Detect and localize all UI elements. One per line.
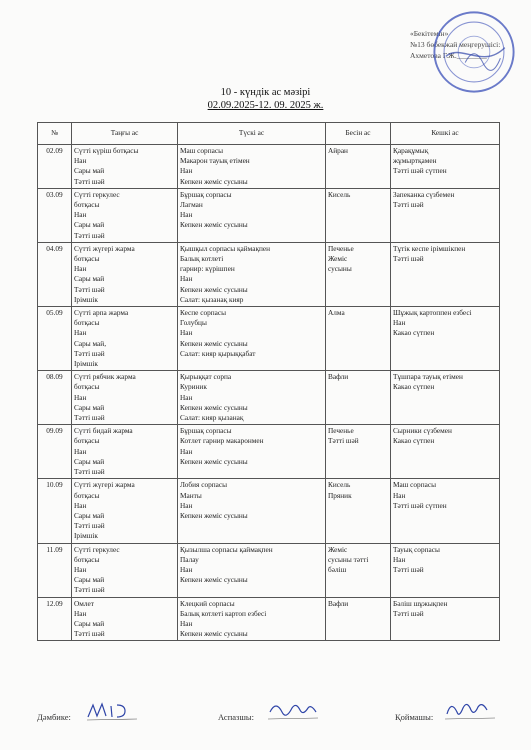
dinner-item: Нан	[393, 318, 406, 328]
dinner-item: Тәтті шәй	[393, 200, 424, 210]
cell-breakfast	[72, 543, 178, 597]
dinner-item: Тәтті шәй	[393, 254, 424, 264]
table-row	[38, 479, 500, 543]
breakfast-item: Ірімшік	[74, 531, 98, 541]
cell-breakfast	[72, 597, 178, 641]
lunch-item: Макарон тауық етімен	[180, 156, 250, 166]
cell-snack	[326, 597, 391, 641]
snack-item: Кисель	[328, 189, 351, 199]
snack-item: Жеміс	[328, 544, 348, 554]
snack-item: Айран	[328, 146, 348, 155]
lunch-item: Маш сорпасы	[180, 146, 223, 155]
lunch-item: Салат: кияр қырыққабат	[180, 348, 256, 358]
breakfast-item: Нан	[74, 264, 87, 274]
table-row	[38, 425, 500, 479]
approval-line: №13 бөбекжай меңгерушісі:	[410, 40, 501, 49]
lunch-item: Нан	[180, 210, 193, 220]
breakfast-item: Тәтті шәй	[74, 230, 105, 240]
lunch-item: Қышқыл сорпасы қаймақпен	[180, 243, 271, 253]
breakfast-item: Тәтті шәй	[74, 176, 105, 186]
row-date: 03.09	[38, 188, 72, 242]
cell-snack	[326, 479, 391, 543]
cell-snack	[326, 425, 391, 479]
breakfast-item: Ірімшік	[74, 294, 98, 304]
breakfast-item: Сары май	[74, 618, 105, 628]
breakfast-item: Нан	[74, 500, 87, 510]
table-header-row	[38, 123, 500, 145]
breakfast-item: Тәтті шәй	[74, 521, 105, 531]
lunch-item: Нан	[180, 564, 193, 574]
breakfast-item: Тәтті шәй	[74, 585, 105, 595]
breakfast-item: Сары май	[74, 166, 105, 176]
breakfast-item: Сүтті геркулес	[74, 544, 120, 554]
snack-item: сусыны	[328, 264, 352, 274]
header-snack: Бесін ас	[326, 123, 391, 145]
snack-item: Тәтті шәй	[328, 436, 359, 446]
lunch-item: Нан	[180, 446, 193, 456]
cell-snack	[326, 145, 391, 189]
lunch-item: Бұршақ сорпасы	[180, 189, 232, 199]
row-date: 02.09	[38, 145, 72, 189]
cell-dinner	[391, 145, 500, 189]
lunch-item: Нан	[180, 500, 193, 510]
breakfast-item: Сары май	[74, 274, 105, 284]
lunch-item: Нан	[180, 166, 193, 176]
snack-item: Вафли	[328, 372, 349, 382]
breakfast-item: Сары май,	[74, 338, 107, 348]
header-dinner: Кешкі ас	[391, 123, 500, 145]
dinner-item: Какао сүтпен	[393, 382, 435, 392]
page-title: 10 - күндік ас мәзірі	[220, 87, 311, 98]
cell-snack	[326, 188, 391, 242]
breakfast-item: ботқасы	[74, 200, 100, 210]
dinner-item: Запеканка сүзбемен	[393, 189, 455, 199]
snack-item: Жеміс	[328, 254, 348, 264]
snack-item: Кисель	[328, 480, 351, 490]
dinner-item: Тауық сорпасы	[393, 544, 440, 554]
dinner-item: Сырники сүзбемен	[393, 426, 452, 436]
lunch-item: Қырыққат сорпа	[180, 372, 232, 382]
cell-lunch	[178, 145, 326, 189]
dinner-item: Нан	[393, 490, 406, 500]
cell-breakfast	[72, 425, 178, 479]
breakfast-item: Сары май	[74, 575, 105, 585]
cell-lunch	[178, 597, 326, 641]
approval-line: «Бекітемін»	[410, 29, 449, 38]
lunch-item: Нан	[180, 618, 193, 628]
dinner-item: Тәтті шәй сүтпен	[393, 500, 447, 510]
breakfast-item: Нан	[74, 392, 87, 402]
breakfast-item: Сүтті жүгері жарма	[74, 243, 135, 253]
lunch-item: Салат: кияр қызанақ	[180, 413, 244, 423]
snack-item: бәліш	[328, 564, 347, 574]
table-row	[38, 371, 500, 425]
row-date: 08.09	[38, 371, 72, 425]
breakfast-item: ботқасы	[74, 254, 100, 264]
header-breakfast: Таңғы ас	[72, 123, 178, 145]
lunch-item: Кеспе сорпасы	[180, 308, 227, 318]
lunch-item: Кепкен жеміс сусыны	[180, 456, 248, 466]
row-date: 09.09	[38, 425, 72, 479]
breakfast-item: Сүтті бидай жарма	[74, 426, 133, 436]
cook-signature-label: Аспазшы:	[218, 712, 254, 722]
cell-dinner	[391, 425, 500, 479]
signature-icon	[85, 700, 140, 722]
breakfast-item: Сары май	[74, 456, 105, 466]
breakfast-item: Сары май	[74, 220, 105, 230]
lunch-item: Кепкен жеміс сусыны	[180, 284, 248, 294]
cell-dinner	[391, 242, 500, 306]
lunch-item: Кепкен жеміс сусыны	[180, 176, 248, 186]
snack-item: Пряник	[328, 490, 352, 500]
breakfast-item: Сары май	[74, 402, 105, 412]
breakfast-item: Сары май	[74, 510, 105, 520]
snack-item: Вафли	[328, 598, 349, 608]
cell-breakfast	[72, 145, 178, 189]
nurse-signature-label: Дәмбике:	[37, 712, 71, 722]
dinner-item: Какао сүтпен	[393, 436, 435, 446]
lunch-item: Балық котлеті картоп езбесі	[180, 608, 267, 618]
lunch-item: Клецкий сорпасы	[180, 598, 235, 608]
approval-line: Ахметова Г.Ж.________	[410, 51, 487, 60]
breakfast-item: Тәтті шәй	[74, 629, 105, 639]
table-row	[38, 242, 500, 306]
snack-item: Алма	[328, 308, 345, 318]
dinner-item: жұмыртқамен	[393, 156, 437, 166]
snack-item: Печенье	[328, 426, 354, 436]
lunch-item: Салат: қызанақ кияр	[180, 294, 244, 304]
dinner-item: Қарақұмық	[393, 146, 429, 155]
row-date: 04.09	[38, 242, 72, 306]
lunch-item: Нан	[180, 274, 193, 284]
signature-icon	[443, 698, 498, 722]
dinner-item: Тұшпара тауық етімен	[393, 372, 463, 382]
lunch-item: Манты	[180, 490, 202, 500]
dinner-item: Тәтті шәй	[393, 608, 424, 618]
breakfast-item: Тәтті шәй	[74, 284, 105, 294]
cell-lunch	[178, 307, 326, 371]
cell-snack	[326, 543, 391, 597]
breakfast-item: Нан	[74, 328, 87, 338]
lunch-item: Куриник	[180, 382, 207, 392]
cell-lunch	[178, 371, 326, 425]
lunch-item: Қызылша сорпасы қаймақпен	[180, 544, 273, 554]
storekeeper-signature-label: Қоймашы:	[395, 712, 434, 722]
breakfast-item: ботқасы	[74, 554, 100, 564]
breakfast-item: Нан	[74, 446, 87, 456]
dinner-item: Шұжық картоппен езбесі	[393, 308, 472, 318]
row-date: 11.09	[38, 543, 72, 597]
date-range: 02.09.2025-12. 09. 2025 ж.	[207, 100, 324, 111]
cell-breakfast	[72, 479, 178, 543]
row-date: 12.09	[38, 597, 72, 641]
lunch-item: Кепкен жеміс сусыны	[180, 220, 248, 230]
dinner-item: Тәтті шәй сүтпен	[393, 166, 447, 176]
dinner-item: Тұтік кеспе ірімшікпен	[393, 243, 466, 253]
lunch-item: Лобия сорпасы	[180, 480, 228, 490]
header-number: №	[38, 123, 72, 145]
snack-item: сусыны тәтті	[328, 554, 369, 564]
lunch-item: гарнир: күрішпен	[180, 264, 235, 274]
cell-breakfast	[72, 307, 178, 371]
cell-dinner	[391, 597, 500, 641]
lunch-item: Кепкен жеміс сусыны	[180, 575, 248, 585]
cell-lunch	[178, 543, 326, 597]
cell-breakfast	[72, 371, 178, 425]
table-row	[38, 145, 500, 189]
dinner-item: Какао сүтпен	[393, 328, 435, 338]
breakfast-item: Нан	[74, 210, 87, 220]
cell-dinner	[391, 543, 500, 597]
round-stamp-icon	[430, 8, 518, 96]
signature-icon	[266, 698, 321, 722]
breakfast-item: Тәтті шәй	[74, 467, 105, 477]
cell-lunch	[178, 242, 326, 306]
breakfast-item: Сүтті рябчик жарма	[74, 372, 136, 382]
breakfast-item: Омлет	[74, 598, 94, 608]
breakfast-item: Сүтті жүгері жарма	[74, 480, 135, 490]
lunch-item: Балық котлеті	[180, 254, 224, 264]
breakfast-item: ботқасы	[74, 490, 100, 500]
breakfast-item: Нан	[74, 608, 87, 618]
cell-dinner	[391, 479, 500, 543]
breakfast-item: Сүтті арпа жарма	[74, 308, 129, 318]
breakfast-item: ботқасы	[74, 436, 100, 446]
lunch-item: Голубцы	[180, 318, 207, 328]
snack-item: Печенье	[328, 243, 354, 253]
cell-snack	[326, 242, 391, 306]
cell-snack	[326, 371, 391, 425]
menu-table	[37, 122, 500, 641]
breakfast-item: Сүтті геркулес	[74, 189, 120, 199]
cell-dinner	[391, 307, 500, 371]
breakfast-item: ботқасы	[74, 382, 100, 392]
breakfast-item: Тәтті шәй	[74, 413, 105, 423]
cell-lunch	[178, 188, 326, 242]
header-lunch: Түскі ас	[178, 123, 326, 145]
breakfast-item: Нан	[74, 156, 87, 166]
lunch-item: Лагман	[180, 200, 203, 210]
table-row	[38, 188, 500, 242]
cell-breakfast	[72, 188, 178, 242]
row-date: 10.09	[38, 479, 72, 543]
dinner-item: Тәтті шәй	[393, 564, 424, 574]
cell-snack	[326, 307, 391, 371]
breakfast-item: Ірімшік	[74, 359, 98, 369]
dinner-item: Маш сорпасы	[393, 480, 436, 490]
breakfast-item: ботқасы	[74, 318, 100, 328]
lunch-item: Нан	[180, 392, 193, 402]
lunch-item: Кепкен жеміс сусыны	[180, 510, 248, 520]
breakfast-item: Нан	[74, 564, 87, 574]
breakfast-item: Тәтті шәй	[74, 348, 105, 358]
table-row	[38, 597, 500, 641]
cell-dinner	[391, 188, 500, 242]
lunch-item: Кепкен жеміс сусыны	[180, 402, 248, 412]
lunch-item: Бұршақ сорпасы	[180, 426, 232, 436]
table-row	[38, 307, 500, 371]
dinner-item: Бәліш шұжықпен	[393, 598, 448, 608]
lunch-item: Кепкен жеміс сусыны	[180, 629, 248, 639]
lunch-item: Кепкен жеміс сусыны	[180, 338, 248, 348]
cell-dinner	[391, 371, 500, 425]
lunch-item: Палау	[180, 554, 199, 564]
lunch-item: Котлет гарнир макаронмен	[180, 436, 264, 446]
cell-lunch	[178, 425, 326, 479]
breakfast-item: Сүтті күріш ботқасы	[74, 146, 139, 155]
dinner-item: Нан	[393, 554, 406, 564]
lunch-item: Нан	[180, 328, 193, 338]
cell-breakfast	[72, 242, 178, 306]
row-date: 05.09	[38, 307, 72, 371]
table-row	[38, 543, 500, 597]
cell-lunch	[178, 479, 326, 543]
